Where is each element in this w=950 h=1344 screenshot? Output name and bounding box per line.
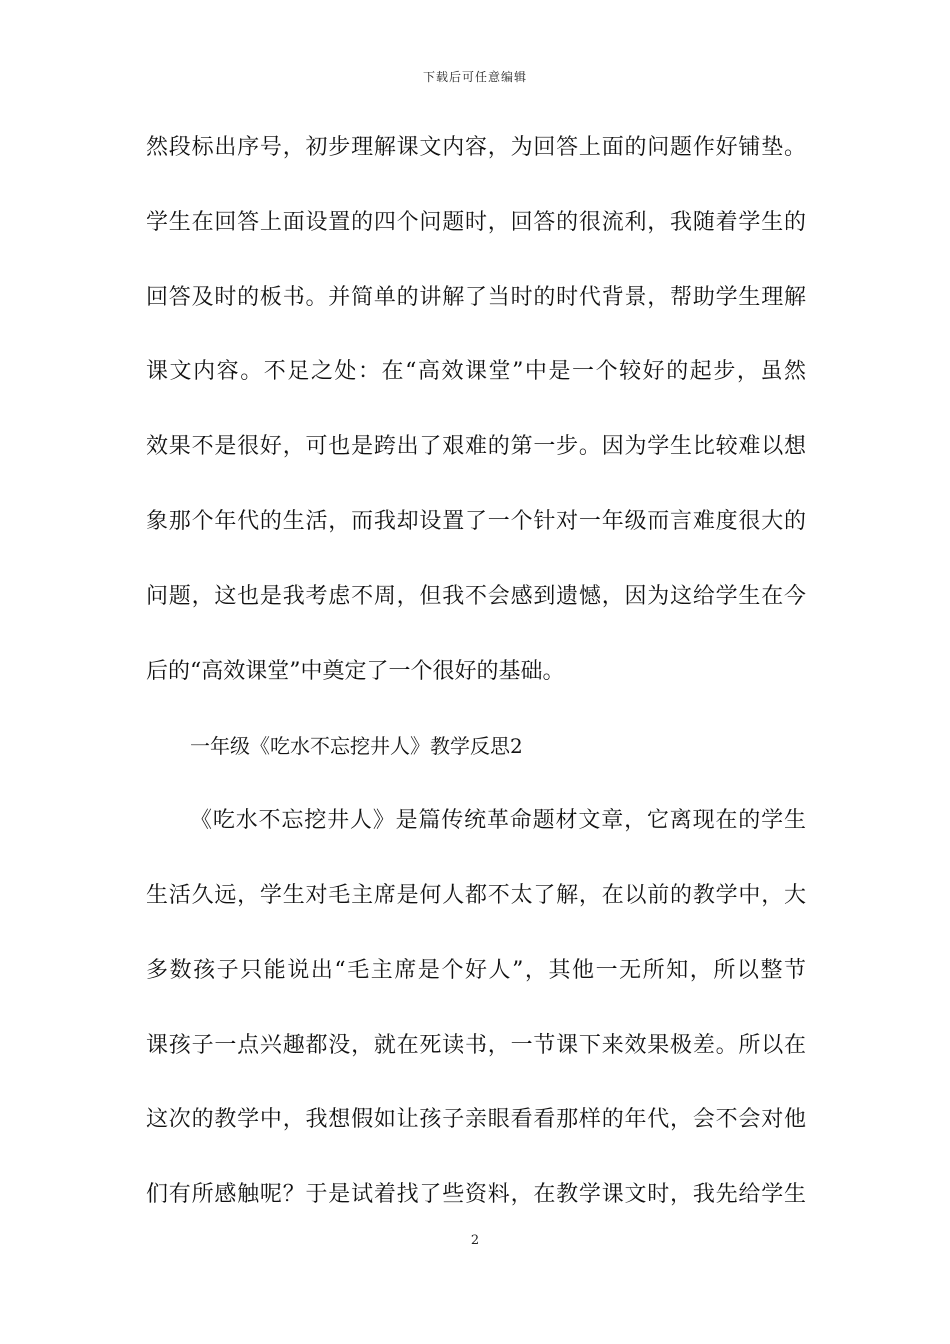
page-number: 2 <box>470 1233 480 1248</box>
text-line: 回答及时的板书。并简单的讲解了当时的时代背景，帮助学生理解 <box>146 284 806 310</box>
text-line: 《吃水不忘挖井人》是篇传统革命题材文章，它离现在的学生 <box>190 808 806 834</box>
body-text <box>146 128 806 1250</box>
text-line: 生活久远，学生对毛主席是何人都不太了解，在以前的教学中，大 <box>146 882 806 908</box>
text-line: 这次的教学中，我想假如让孩子亲眼看看那样的年代，会不会对他 <box>146 1107 806 1133</box>
text-line: 象那个年代的生活，而我却设置了一个针对一年级而言难度很大的 <box>146 508 806 534</box>
text-line: 后的“高效课堂”中奠定了一个很好的基础。 <box>146 658 565 684</box>
text-line: 们有所感触呢？于是试着找了些资料，在教学课文时，我先给学生 <box>146 1182 806 1208</box>
text-line: 问题，这也是我考虑不周，但我不会感到遗憾，因为这给学生在今 <box>146 583 806 609</box>
text-line: 学生在回答上面设置的四个问题时，回答的很流利，我随着学生的 <box>146 209 806 235</box>
page-header: 下载后可任意编辑 <box>422 70 527 84</box>
text-line: 效果不是很好，可也是跨出了艰难的第一步。因为学生比较难以想 <box>146 434 806 460</box>
section-heading: 一年级《吃水不忘挖井人》教学反思2 <box>190 734 523 759</box>
text-line: 然段标出序号，初步理解课文内容，为回答上面的问题作好铺垫。 <box>146 135 806 160</box>
text-line: 课孩子一点兴趣都没，就在死读书，一节课下来效果极差。所以在 <box>146 1032 806 1058</box>
text-line: 多数孩子只能说出“毛主席是个好人”，其他一无所知，所以整节 <box>146 957 806 983</box>
text-line: 课文内容。不足之处：在“高效课堂”中是一个较好的起步，虽然 <box>146 359 806 385</box>
